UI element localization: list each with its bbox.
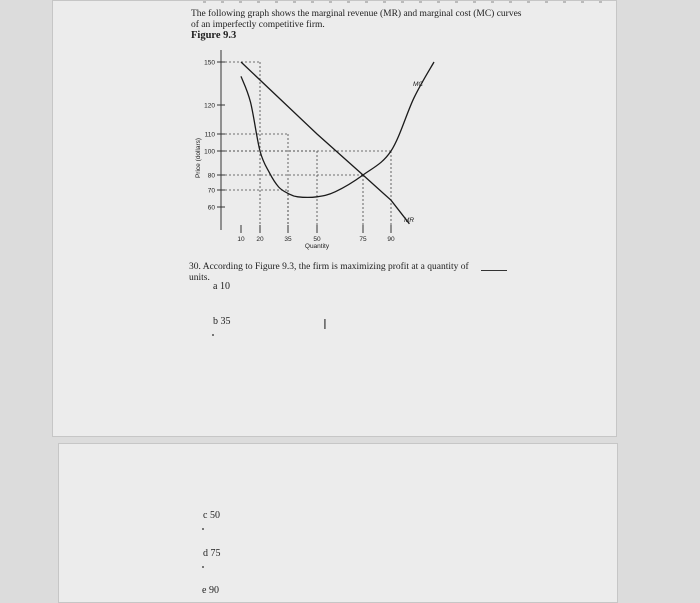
series-line-mc: [241, 62, 434, 197]
chart-axes: [221, 50, 415, 230]
x-tick-label: 50: [313, 236, 321, 243]
series-line-mr: [241, 62, 409, 224]
question-text-line-2: units.: [189, 273, 210, 283]
y-tick-label: 150: [204, 59, 215, 67]
x-tick-label: 35: [284, 236, 292, 243]
series-label-mr: MR: [404, 217, 415, 224]
option-e[interactable]: e 90: [202, 585, 219, 596]
option-d[interactable]: d 75: [203, 548, 221, 559]
option-c[interactable]: c 50: [203, 510, 220, 521]
x-tick-label: 20: [256, 236, 264, 243]
x-axis-label: Quantity: [304, 243, 330, 250]
y-tick-label: 120: [204, 102, 215, 110]
option-dot: [202, 566, 204, 568]
option-b[interactable]: b 35: [213, 316, 231, 327]
intro-text-line-1: The following graph shows the marginal revenue (MR) and marginal cost (MC) curves: [191, 9, 522, 19]
y-axis-label: Price (dollars): [195, 137, 202, 179]
x-tick-label: 75: [359, 236, 367, 243]
series-label-mc: MC: [413, 81, 424, 88]
figure-title: Figure 9.3: [191, 30, 237, 41]
answer-blank: [481, 270, 507, 271]
y-tick-label: 100: [204, 148, 215, 156]
question-text-line-1: 30. According to Figure 9.3, the firm is maximizing profit at a quantity of: [189, 262, 469, 272]
option-dot: [212, 334, 214, 336]
text-cursor-icon: I: [323, 318, 327, 333]
x-tick-label: 90: [387, 236, 395, 243]
x-tick-label: 10: [237, 236, 245, 243]
chart-grid: [221, 62, 391, 230]
y-tick-label: 110: [204, 131, 215, 139]
y-tick-label: 70: [207, 187, 215, 195]
option-a[interactable]: a 10: [213, 281, 230, 292]
y-tick-label: 60: [207, 204, 215, 212]
intro-text-line-2: of an imperfectly competitive firm.: [191, 20, 325, 30]
option-dot: [202, 528, 204, 530]
chart-series: [241, 62, 434, 224]
y-tick-label: 80: [207, 172, 215, 180]
